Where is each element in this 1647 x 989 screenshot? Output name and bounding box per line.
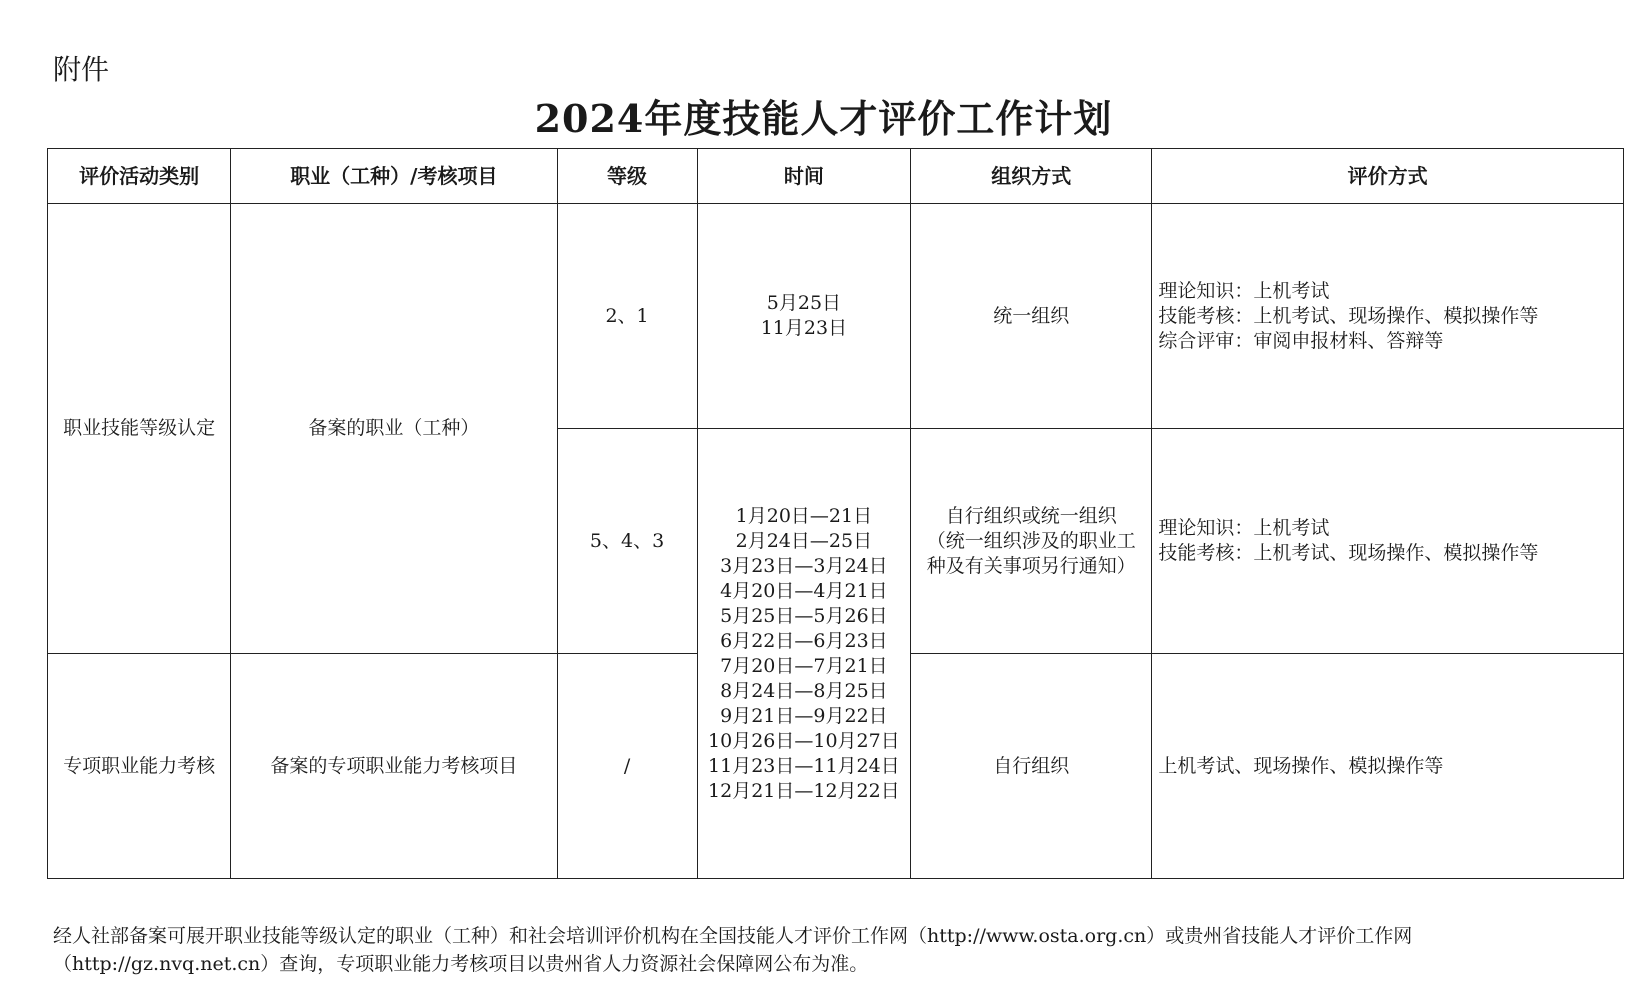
footnote bbox=[53, 922, 1613, 978]
footnote-line: （http://gz.nvq.net.cn）查询，专项职业能力考核项目以贵州省人力资源社会保障网公布为准。 bbox=[53, 953, 869, 975]
organization-line: 自行组织或统一组织 bbox=[945, 504, 1117, 527]
time-line: 8月24日—8月25日 bbox=[720, 679, 888, 702]
time-cell bbox=[697, 429, 911, 879]
header-evaluation: 评价方式 bbox=[1152, 149, 1624, 204]
header-time: 时间 bbox=[697, 149, 911, 204]
header-organization: 组织方式 bbox=[911, 149, 1152, 204]
time-line: 11月23日 bbox=[760, 317, 848, 339]
time-line: 2月24日—25日 bbox=[735, 529, 873, 552]
category-cell: 职业技能等级认定 bbox=[48, 204, 231, 654]
table-row bbox=[48, 204, 1624, 429]
evaluation-cell bbox=[1152, 429, 1624, 654]
footnote-line: 经人社部备案可展开职业技能等级认定的职业（工种）和社会培训评价机构在全国技能人才评价工作网（http://www.osta.org.cn）或贵州省技能人才评价工作网 bbox=[53, 925, 1413, 947]
time-line: 12月21日—12月22日 bbox=[708, 779, 900, 802]
occupation-cell: 备案的专项职业能力考核项目 bbox=[231, 654, 557, 879]
category-cell: 专项职业能力考核 bbox=[48, 654, 231, 879]
time-cell bbox=[697, 204, 911, 429]
evaluation-line: 技能考核：上机考试、现场操作、模拟操作等 bbox=[1158, 304, 1539, 327]
header-level: 等级 bbox=[557, 149, 697, 204]
time-line: 10月26日—10月27日 bbox=[708, 729, 900, 752]
time-line: 5月25日—5月26日 bbox=[720, 604, 888, 627]
level-cell: 5、4、3 bbox=[557, 429, 697, 654]
attachment-label: 附件 bbox=[53, 53, 110, 86]
table-header-row bbox=[48, 149, 1624, 204]
occupation-cell: 备案的职业（工种） bbox=[231, 204, 557, 654]
evaluation-cell: 上机考试、现场操作、模拟操作等 bbox=[1152, 654, 1624, 879]
evaluation-line: 技能考核：上机考试、现场操作、模拟操作等 bbox=[1158, 542, 1539, 564]
organization-cell: 统一组织 bbox=[911, 204, 1152, 429]
level-cell: / bbox=[557, 654, 697, 879]
time-line: 7月20日—7月21日 bbox=[720, 654, 888, 677]
page-title: 2024年度技能人才评价工作计划 bbox=[534, 96, 1113, 141]
time-line: 5月25日 bbox=[766, 292, 842, 314]
evaluation-line: 综合评审：审阅申报材料、答辩等 bbox=[1158, 329, 1444, 352]
time-line: 11月23日—11月24日 bbox=[708, 754, 900, 777]
time-line: 1月20日—21日 bbox=[735, 504, 873, 527]
evaluation-cell bbox=[1152, 204, 1624, 429]
time-line: 3月23日—3月24日 bbox=[720, 554, 888, 577]
time-line: 9月21日—9月22日 bbox=[720, 704, 888, 727]
time-line: 6月22日—6月23日 bbox=[720, 629, 888, 652]
evaluation-plan-table bbox=[47, 148, 1624, 879]
organization-cell bbox=[911, 429, 1152, 654]
organization-line: （统一组织涉及的职业工 bbox=[926, 529, 1136, 552]
header-occupation: 职业（工种）/考核项目 bbox=[231, 149, 557, 204]
header-category: 评价活动类别 bbox=[48, 149, 231, 204]
evaluation-line: 理论知识：上机考试 bbox=[1158, 279, 1330, 302]
evaluation-line: 理论知识：上机考试 bbox=[1158, 517, 1330, 539]
organization-line: 种及有关事项另行通知） bbox=[926, 554, 1136, 577]
level-cell: 2、1 bbox=[557, 204, 697, 429]
time-line: 4月20日—4月21日 bbox=[720, 579, 888, 602]
organization-cell: 自行组织 bbox=[911, 654, 1152, 879]
